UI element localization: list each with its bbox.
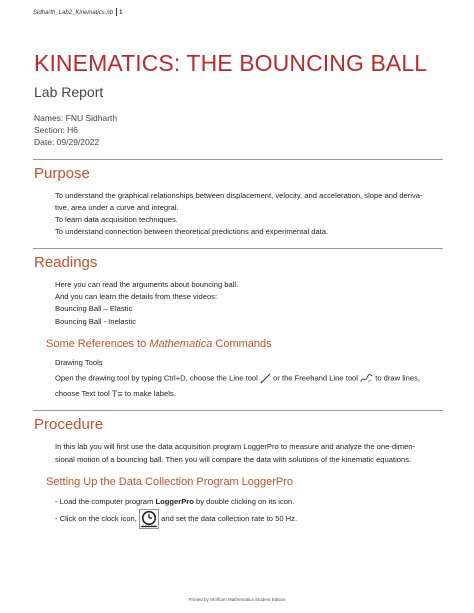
date-line: Date: 09/29/2022 (34, 137, 100, 147)
header-separator (116, 8, 117, 16)
procedure-line: In this lab you will first use the data acquisition program LoggerPro to measure and analyze the one-dimen- (55, 442, 416, 451)
references-heading-italic: Mathematica (149, 338, 213, 350)
setup-step-2 (55, 509, 297, 529)
text-tool-text: to make labels. (124, 389, 176, 398)
drawing-tools-line (55, 373, 420, 384)
divider (33, 159, 443, 160)
section-line: Section: H6 (34, 125, 78, 135)
freehand-line-tool-icon (360, 373, 373, 384)
setup-step-1 (55, 497, 294, 506)
divider (33, 410, 443, 411)
references-heading-prefix: Some References to (46, 338, 150, 350)
setup-heading: Setting Up the Data Collection Program LoggerPro (46, 476, 294, 488)
header-page-number: 1 (119, 10, 123, 16)
text-tool-glyph: T≡ (111, 389, 123, 399)
header-filename: Sidharth_Lab2_Kinematics.nb (33, 10, 114, 16)
setup-step-2-text: - Click on the clock icon, (55, 514, 137, 523)
page-header (33, 8, 122, 16)
setup-step-2-text: and set the data collection rate to 50 Hz. (161, 514, 298, 523)
purpose-heading: Purpose (34, 165, 90, 182)
references-heading (46, 338, 272, 350)
purpose-line: To understand connection between theoretical predictions and experimental data. (55, 227, 329, 236)
elastic-video-link[interactable]: Bouncing Ball – Elastic (55, 304, 133, 313)
references-heading-suffix: Commands (212, 338, 272, 350)
drawing-tools-text: Open the drawing tool by typing Ctrl+D, choose the Line tool (55, 373, 258, 383)
page-footer: Printed by Wolfram Mathematica Student Edition (188, 597, 286, 602)
drawing-tools-label: Drawing Tools (55, 358, 103, 367)
loggerpro-bold: LoggerPro (155, 497, 194, 506)
drawing-tools-text: or the Freehand Line tool (273, 373, 358, 383)
setup-step-1-text: - Load the computer program (55, 497, 156, 506)
clock-icon (139, 509, 159, 529)
text-tool-text: choose Text tool (55, 389, 110, 398)
procedure-line: sional motion of a bouncing ball. Then you will compare the data with solutions of the kinematic equations. (55, 455, 412, 464)
line-tool-icon (260, 373, 271, 384)
readings-line: Here you can read the arguments about bouncing ball. (55, 280, 239, 289)
text-tool-icon (112, 389, 123, 399)
purpose-line: tive, area under a curve and integral. (55, 203, 179, 212)
purpose-line: To understand the graphical relationships between displacement, velocity, and acceleration, slope and deriva- (55, 191, 423, 200)
readings-heading: Readings (34, 254, 98, 271)
page-subtitle: Lab Report (34, 84, 104, 100)
procedure-heading: Procedure (34, 416, 104, 433)
page-title: KINEMATICS: THE BOUNCING BALL (34, 50, 428, 76)
purpose-line: To learn data acquisition techniques. (55, 215, 178, 224)
drawing-tools-text: to draw lines, (375, 373, 420, 383)
setup-step-1-text: by double clicking on its icon. (193, 497, 295, 506)
names-line: Names: FNU Sidharth (34, 113, 118, 123)
inelastic-video-link[interactable]: Bouncing Ball - Inelastic (55, 317, 137, 326)
readings-line: And you can learn the details from these videos: (55, 292, 218, 301)
divider (33, 248, 443, 249)
text-tool-line (55, 389, 176, 399)
